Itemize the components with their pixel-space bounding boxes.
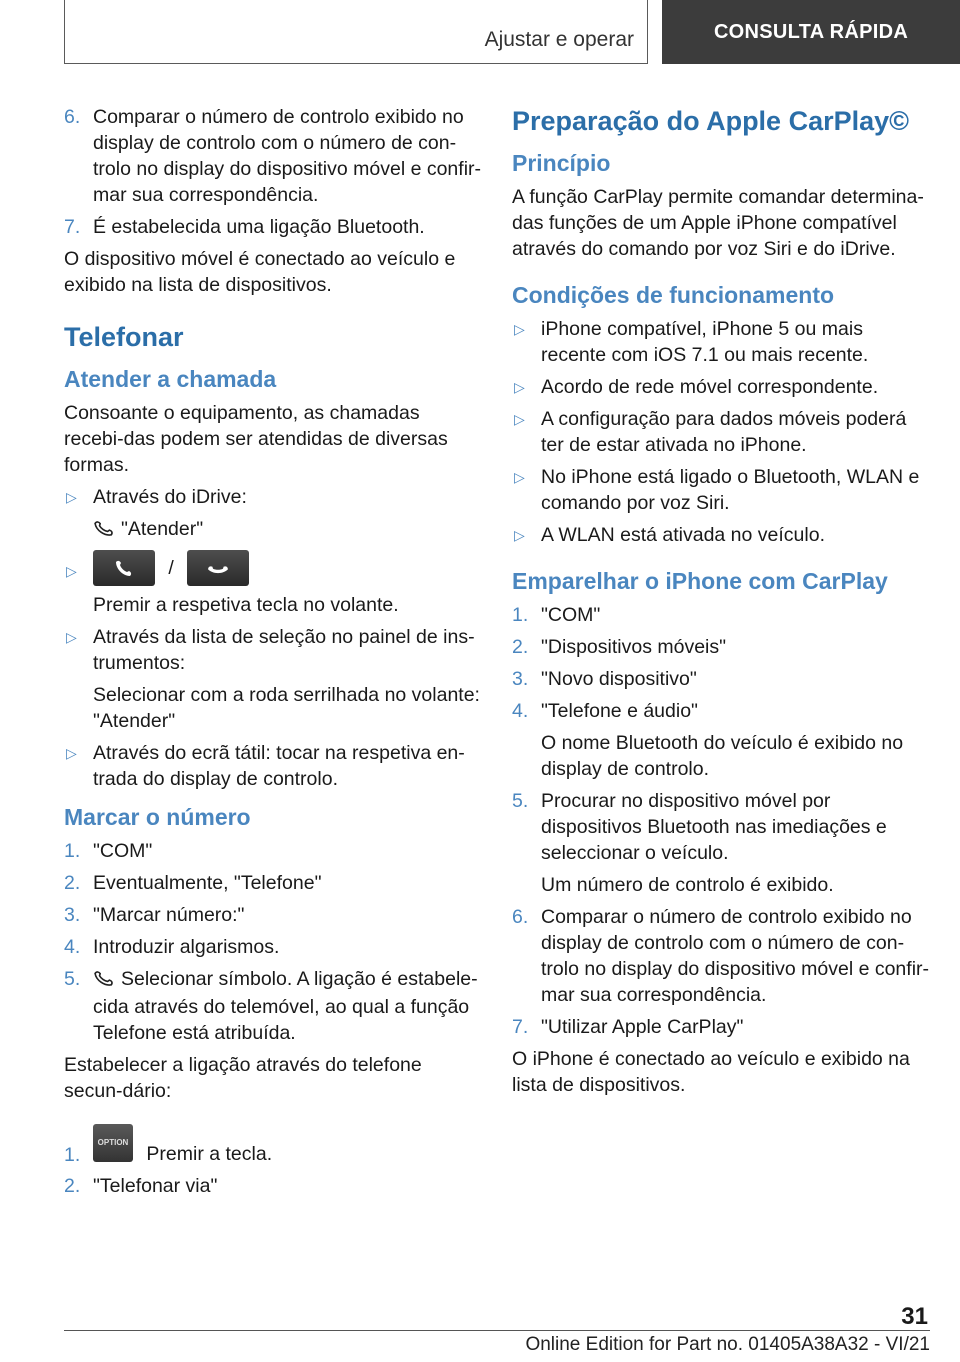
step-number: 3. — [64, 904, 81, 926]
slash-separator: / — [168, 557, 174, 579]
list-item — [64, 484, 482, 544]
step-text: "COM" — [93, 840, 153, 862]
atender-options — [64, 484, 482, 792]
list-item — [512, 406, 932, 458]
list-item — [64, 740, 482, 792]
condition-text: A configuração para dados móveis poderá ter de estar ativada no iPhone. — [541, 408, 907, 456]
marcar-steps — [64, 838, 482, 1046]
step-number: 7. — [64, 216, 81, 238]
step-text: "Dispositivos móveis" — [541, 636, 727, 658]
step-text: "Novo dispositivo" — [541, 668, 697, 690]
step-text: Introduzir algarismos. — [93, 936, 280, 958]
secundario-steps — [64, 1118, 482, 1199]
condition-text: A WLAN está ativada no veículo. — [541, 524, 825, 546]
step-number: 6. — [64, 106, 81, 128]
phone-icon — [93, 968, 115, 994]
step-text: "Marcar número:" — [93, 904, 245, 926]
step-number: 1. — [64, 1144, 81, 1166]
step-number: 5. — [64, 968, 81, 990]
step-text: "COM" — [541, 604, 601, 626]
section-title: Ajustar e operar — [484, 28, 634, 51]
footer-divider — [64, 1330, 930, 1331]
list-item — [64, 838, 482, 864]
phone-pickup-button-icon — [93, 550, 155, 586]
step-number: 1. — [512, 604, 529, 626]
condition-text: No iPhone está ligado o Bluetooth, WLAN e comando por voz Siri. — [541, 466, 920, 514]
list-item — [64, 1118, 482, 1167]
left-column — [64, 104, 482, 1205]
step-text: "Telefonar via" — [93, 1175, 218, 1198]
step-number: 1. — [64, 840, 81, 862]
option-text: Através do ecrã tátil: tocar na respetiva en-trada do display de controlo. — [93, 742, 465, 790]
step-number: 4. — [512, 700, 529, 722]
step-text: Selecionar símbolo. A ligação é estabele-cida através do telemóvel, ao qual a função Telefone está atribuída. — [93, 968, 478, 1044]
heading-marcar: Marcar o número — [64, 804, 251, 830]
step-text: Eventualmente, "Telefone" — [93, 872, 322, 894]
heading-condicoes: Condições de funcionamento — [512, 282, 835, 308]
list-item — [64, 624, 482, 734]
step-number: 5. — [512, 790, 529, 812]
list-item — [64, 214, 482, 240]
phone-hangup-button-icon — [187, 550, 249, 586]
option-button-icon: OPTION — [93, 1124, 133, 1162]
list-item — [64, 104, 482, 208]
step-text: É estabelecida uma ligação Bluetooth. — [93, 216, 425, 238]
edition-footer: Online Edition for Part no. 01405A38A32 - VI/21 — [525, 1334, 930, 1355]
list-item — [64, 870, 482, 896]
list-item — [512, 522, 932, 548]
sub-text: "Atender" — [121, 518, 204, 540]
step-number: 4. — [64, 936, 81, 958]
list-item — [512, 316, 932, 368]
list-item — [64, 1173, 482, 1199]
option-text: Através da lista de seleção no painel de ins-trumentos: — [93, 626, 475, 674]
sub-line: Selecionar com a roda serrilhada no volante: "Atender" — [93, 684, 480, 732]
heading-atender: Atender a chamada — [64, 366, 277, 392]
heading-emparelhar: Emparelhar o iPhone com CarPlay — [512, 568, 888, 594]
triangle-bullet-icon: ▷ — [514, 469, 525, 485]
step-number: 6. — [512, 906, 529, 928]
intro-steps — [64, 104, 482, 240]
list-item — [64, 966, 482, 1046]
atender-intro: Consoante o equipamento, as chamadas recebi-das podem ser atendidas de diversas formas. — [64, 402, 448, 476]
emparelhar-note: O iPhone é conectado ao veículo e exibido na lista de dispositivos. — [512, 1048, 910, 1096]
list-item — [512, 666, 932, 692]
step-text: "Utilizar Apple CarPlay" — [541, 1016, 744, 1038]
list-item — [512, 602, 932, 628]
sub-line: Premir a respetiva tecla no volante. — [93, 594, 399, 616]
chapter-tab[interactable]: CONSULTA RÁPIDA — [662, 0, 960, 64]
list-item — [64, 550, 482, 618]
triangle-bullet-icon: ▷ — [514, 379, 525, 395]
step-text: Premir a tecla. — [146, 1143, 273, 1166]
list-item — [64, 934, 482, 960]
triangle-bullet-icon: ▷ — [514, 411, 525, 427]
heading-telefonar: Telefonar — [64, 322, 184, 352]
triangle-bullet-icon: ▷ — [66, 489, 77, 505]
triangle-bullet-icon: ▷ — [66, 629, 77, 645]
heading-principio: Princípio — [512, 150, 611, 176]
intro-note: O dispositivo móvel é conectado ao veículo e exibido na lista de dispositivos. — [64, 248, 456, 296]
list-item — [64, 902, 482, 928]
triangle-bullet-icon: ▷ — [514, 527, 525, 543]
step-text: Comparar o número de controlo exibido no display de controlo com o número de con-trolo no display do dispositivo móvel e confir-mar sua correspondência. — [541, 906, 930, 1006]
list-item — [512, 1014, 932, 1040]
step-text: Procurar no dispositivo móvel por dispositivos Bluetooth nas imediações e seleccionar o veículo. — [541, 790, 887, 864]
triangle-bullet-icon: ▷ — [66, 563, 77, 579]
condition-text: Acordo de rede móvel correspondente. — [541, 376, 879, 398]
step-number: 2. — [64, 872, 81, 894]
option-text: Através do iDrive: — [93, 486, 247, 508]
step-text: Comparar o número de controlo exibido no display de controlo com o número de con-trolo no display do dispositivo móvel e confir-mar sua correspondência. — [93, 106, 482, 206]
triangle-bullet-icon: ▷ — [66, 745, 77, 761]
list-item — [512, 374, 932, 400]
sub-line — [93, 516, 482, 544]
page-number: 31 — [901, 1303, 928, 1330]
sub-line: O nome Bluetooth do veículo é exibido no display de controlo. — [541, 732, 904, 780]
step-number: 2. — [64, 1175, 81, 1198]
list-item — [512, 464, 932, 516]
heading-carplay: Preparação do Apple CarPlay© — [512, 106, 910, 136]
principio-text: A função CarPlay permite comandar determina-das funções de um Apple iPhone compatível através do comando por voz Siri e do iDrive. — [512, 186, 924, 260]
list-item — [512, 788, 932, 898]
step-number: 7. — [512, 1016, 529, 1038]
sub-line: Um número de controlo é exibido. — [541, 874, 834, 896]
phone-icon — [93, 518, 115, 544]
secundario-intro: Estabelecer a ligação através do telefone secun-dário: — [64, 1054, 422, 1102]
triangle-bullet-icon: ▷ — [514, 321, 525, 337]
emparelhar-steps — [512, 602, 932, 1040]
step-number: 2. — [512, 636, 529, 658]
condicoes-list — [512, 316, 932, 548]
list-item — [512, 698, 932, 782]
condition-text: iPhone compatível, iPhone 5 ou mais recente com iOS 7.1 ou mais recente. — [541, 318, 869, 366]
list-item — [512, 904, 932, 1008]
right-column — [512, 104, 932, 1104]
list-item — [512, 634, 932, 660]
step-number: 3. — [512, 668, 529, 690]
step-text: "Telefone e áudio" — [541, 700, 698, 722]
